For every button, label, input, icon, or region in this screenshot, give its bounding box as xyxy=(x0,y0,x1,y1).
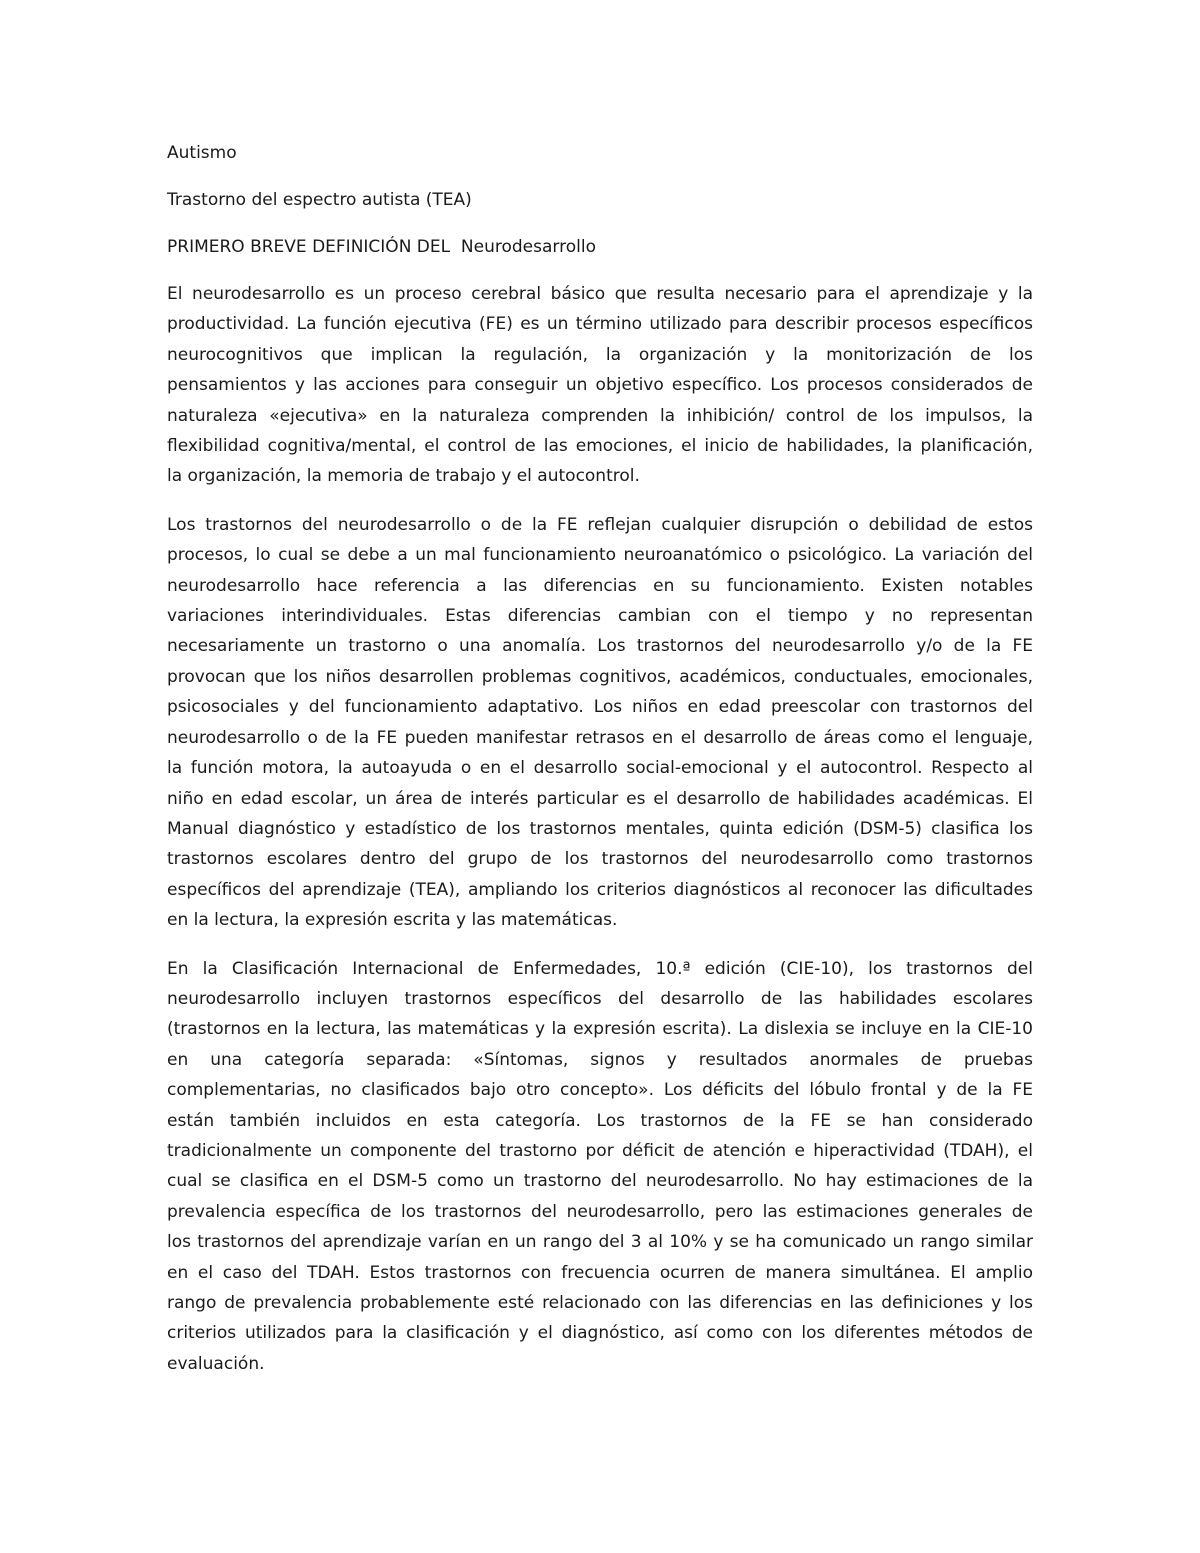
paragraph-line: neurodesarrollo incluyen trastornos específicos del desarrollo de las habilidades escolares xyxy=(167,988,1033,1009)
paragraph-line: los trastornos del aprendizaje varían en un rango del 3 al 10% y se ha comunicado un rango similar xyxy=(167,1232,1033,1253)
section-heading: PRIMERO BREVE DEFINICIÓN DEL Neurodesarrollo xyxy=(167,237,596,257)
paragraph-line: rango de prevalencia probablemente esté relacionado con las diferencias en las definiciones y los xyxy=(167,1293,1033,1313)
paragraph-line: En la Clasificación Internacional de Enfermedades, 10.ª edición (CIE-10), los trastornos del xyxy=(167,958,1033,979)
paragraph-line: (trastornos en la lectura, las matemáticas y la expresión escrita). La dislexia se incluye en la CIE-10 xyxy=(167,1019,1033,1040)
paragraph-line: evaluación. xyxy=(167,1353,265,1374)
paragraph-line: en la lectura, la expresión escrita y las matemáticas. xyxy=(167,910,618,931)
paragraph-line: criterios utilizados para la clasificación y el diagnóstico, así como con los diferentes métodos de xyxy=(167,1323,1033,1344)
paragraphs-container xyxy=(167,279,1033,1379)
paragraph-line: complementarias, no clasificados bajo otro concepto». Los déficits del lóbulo frontal y de la FE xyxy=(167,1080,1033,1101)
paragraph-line: tradicionalmente un componente del trastorno por déficit de atención e hiperactividad (TDAH), el xyxy=(167,1140,1033,1161)
paragraph-line: Manual diagnóstico y estadístico de los trastornos mentales, quinta edición (DSM-5) clasifica los xyxy=(167,818,1033,839)
paragraph-line: flexibilidad cognitiva/mental, el control de las emociones, el inicio de habilidades, la planificación, xyxy=(167,436,1033,457)
paragraph-line: en el caso del TDAH. Estos trastornos con frecuencia ocurren de manera simultánea. El amplio xyxy=(167,1262,1033,1283)
paragraph-line: provocan que los niños desarrollen problemas cognitivos, académicos, conductuales, emocionales, xyxy=(167,666,1033,687)
paragraph-line: trastornos escolares dentro del grupo de los trastornos del neurodesarrollo como trastornos xyxy=(167,849,1033,870)
paragraph-line: psicosociales y del funcionamiento adaptativo. Los niños en edad preescolar con trastornos del xyxy=(167,697,1033,718)
paragraph-line: la función motora, la autoayuda o en el desarrollo social-emocional y el autocontrol. Respecto al xyxy=(167,758,1033,779)
paragraph xyxy=(167,510,1033,936)
paragraph-line: prevalencia específica de los trastornos del neurodesarrollo, pero las estimaciones generales de xyxy=(167,1201,1033,1222)
paragraph-line: Los trastornos del neurodesarrollo o de la FE reflejan cualquier disrupción o debilidad de estos xyxy=(167,514,1033,535)
paragraph-line: procesos, lo cual se debe a un mal funcionamiento neuroanatómico o psicológico. La variación del xyxy=(167,545,1033,566)
paragraph-line: necesariamente un trastorno o una anomalía. Los trastornos del neurodesarrollo y/o de la FE xyxy=(167,636,1033,657)
document-body xyxy=(167,138,1033,1397)
paragraph-line: neurocognitivos que implican la regulación, la organización y la monitorización de los xyxy=(167,344,1033,365)
paragraph-line: la organización, la memoria de trabajo y el autocontrol. xyxy=(167,466,640,487)
paragraph-line: niño en edad escolar, un área de interés particular es el desarrollo de habilidades académicas. El xyxy=(167,788,1033,809)
paragraph-line: específicos del aprendizaje (TEA), ampliando los criterios diagnósticos al reconocer las dificultades xyxy=(167,879,1033,900)
paragraph xyxy=(167,954,1033,1380)
paragraph-line: están también incluidos en esta categoría. Los trastornos de la FE se han considerado xyxy=(167,1110,1033,1131)
paragraph-line: neurodesarrollo hace referencia a las diferencias en su funcionamiento. Existen notables xyxy=(167,575,1033,596)
paragraph-line: variaciones interindividuales. Estas diferencias cambian con el tiempo y no representan xyxy=(167,606,1033,627)
paragraph-line: naturaleza «ejecutiva» en la naturaleza comprenden la inhibición/ control de los impulsos, la xyxy=(167,405,1033,426)
paragraph-line: neurodesarrollo o de la FE pueden manifestar retrasos en el desarrollo de áreas como el lenguaje, xyxy=(167,727,1033,748)
paragraph-line: cual se clasifica en el DSM-5 como un trastorno del neurodesarrollo. No hay estimaciones de la xyxy=(167,1171,1033,1192)
paragraph xyxy=(167,279,1033,492)
paragraph-line: productividad. La función ejecutiva (FE) es un término utilizado para describir procesos específicos xyxy=(167,314,1033,335)
document-subtitle: Trastorno del espectro autista (TEA) xyxy=(167,190,472,210)
paragraph-line: en una categoría separada: «Síntomas, signos y resultados anormales de pruebas xyxy=(167,1049,1033,1070)
document-title: Autismo xyxy=(167,143,237,163)
paragraph-line: El neurodesarrollo es un proceso cerebral básico que resulta necesario para el aprendizaje y la xyxy=(167,284,1033,304)
paragraph-line: pensamientos y las acciones para conseguir un objetivo específico. Los procesos considerados de xyxy=(167,375,1033,396)
